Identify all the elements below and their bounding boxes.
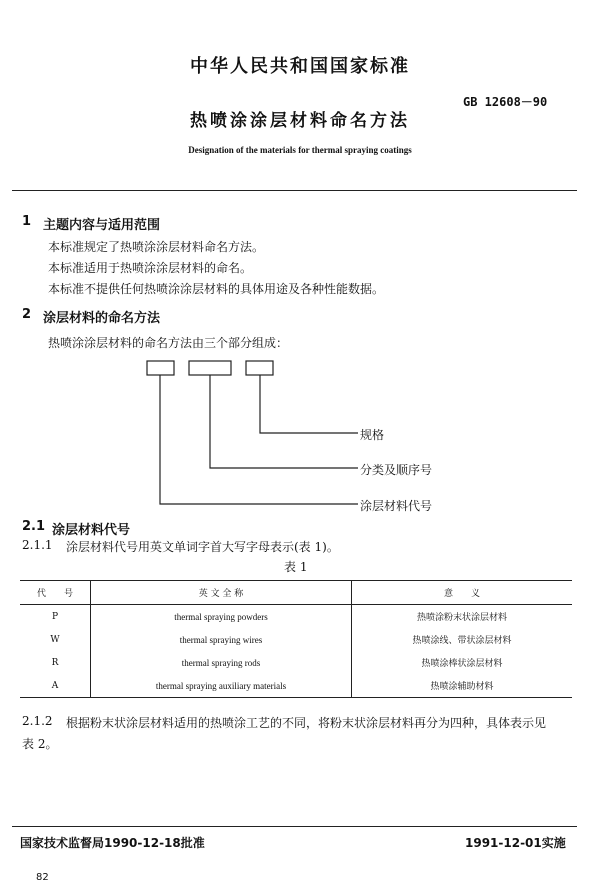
section1-paragraph: 本标准适用于热喷涂涂层材料的命名。 bbox=[48, 261, 253, 275]
clause-212-text-cont: 表 2。 bbox=[22, 737, 58, 751]
standard-title: 中华人民共和国国家标准 bbox=[190, 56, 410, 77]
diagram-line-class bbox=[210, 375, 358, 468]
naming-diagram bbox=[0, 350, 600, 520]
table-cell-code: W bbox=[50, 634, 60, 645]
page-number: 82 bbox=[36, 872, 49, 883]
diagram-label-code: 涂层材料代号 bbox=[360, 499, 433, 513]
approval-date: 国家技术监督局1990-12-18批准 bbox=[20, 836, 205, 850]
doc-subtitle: Designation of the materials for thermal spraying coatings bbox=[188, 145, 412, 155]
diagram-box-material-code bbox=[147, 361, 174, 375]
diagram-line-spec bbox=[260, 375, 358, 433]
table-row bbox=[20, 628, 572, 651]
footer-divider bbox=[12, 826, 577, 827]
table1-caption: 表 1 bbox=[284, 560, 308, 574]
section2-intro: 热喷涂涂层材料的命名方法由三个部分组成： bbox=[48, 336, 289, 350]
table1 bbox=[20, 580, 572, 698]
diagram-label-class: 分类及顺序号 bbox=[360, 463, 433, 477]
gb-code: GB 12608－90 bbox=[463, 95, 548, 109]
diagram-box-spec bbox=[246, 361, 273, 375]
table-row bbox=[20, 605, 572, 629]
table-cell-english: thermal spraying rods bbox=[91, 651, 352, 674]
section1-paragraph: 本标准不提供任何热喷涂涂层材料的具体用途及各种性能数据。 bbox=[48, 282, 385, 296]
section21-number: 2.1 bbox=[22, 519, 46, 534]
table-header-meaning: 意 义 bbox=[352, 581, 573, 605]
header-divider bbox=[12, 190, 577, 191]
diagram-label-spec: 规格 bbox=[360, 428, 385, 442]
section1-title: 主题内容与适用范围 bbox=[43, 218, 161, 233]
table-cell-code: P bbox=[51, 611, 59, 622]
table-cell-meaning: 热喷涂线、带状涂层材料 bbox=[352, 628, 573, 651]
table-row bbox=[20, 651, 572, 674]
table-header-code: 代 号 bbox=[20, 581, 91, 605]
table-cell-code: A bbox=[20, 674, 91, 698]
table-cell-meaning: 热喷涂辅助材料 bbox=[352, 674, 573, 698]
clause-212-text: 根据粉末状涂层材料适用的热喷涂工艺的不同，将粉末状涂层材料再分为四种，具体表示见 bbox=[66, 716, 547, 730]
clause-211-text: 涂层材料代号用英文单词字首大写字母表示(表 1)。 bbox=[66, 540, 339, 554]
table-cell-code: R bbox=[51, 657, 59, 668]
table-row bbox=[20, 674, 572, 698]
section1-paragraph: 本标准规定了热喷涂涂层材料命名方法。 bbox=[48, 240, 265, 254]
implementation-date: 1991-12-01实施 bbox=[465, 836, 566, 850]
diagram-box-class-number bbox=[189, 361, 231, 375]
section2-number: 2 bbox=[22, 307, 32, 322]
section2-title: 涂层材料的命名方法 bbox=[43, 311, 161, 326]
table-header-english: 英 文 全 称 bbox=[91, 581, 352, 605]
table-cell-meaning: 热喷涂棒状涂层材料 bbox=[352, 651, 573, 674]
table-header-row bbox=[20, 581, 572, 605]
doc-title: 热喷涂涂层材料命名方法 bbox=[190, 111, 410, 131]
table-cell-english: thermal spraying auxiliary materials bbox=[91, 674, 352, 698]
table-cell-english: thermal spraying wires bbox=[91, 628, 352, 651]
section1-number: 1 bbox=[22, 214, 32, 229]
diagram-line-code bbox=[160, 375, 358, 504]
section21-title: 涂层材料代号 bbox=[52, 523, 131, 538]
table-cell-english: thermal spraying powders bbox=[91, 605, 352, 629]
table-cell-meaning: 热喷涂粉末状涂层材料 bbox=[352, 605, 573, 629]
clause-212-number: 2.1.2 bbox=[22, 714, 53, 728]
clause-211-number: 2.1.1 bbox=[22, 538, 53, 552]
